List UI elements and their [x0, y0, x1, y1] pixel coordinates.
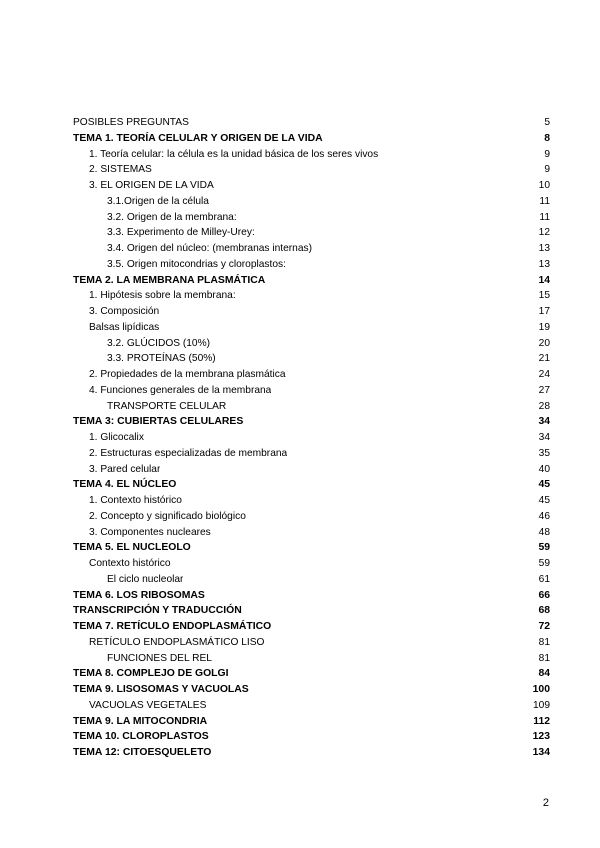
toc-entry-page: 13 — [538, 258, 550, 270]
toc-entry[interactable] — [73, 414, 550, 430]
toc-entry-title: TEMA 1. TEORÍA CELULAR Y ORIGEN DE LA VIDA — [73, 132, 323, 144]
toc-entry[interactable] — [73, 430, 550, 446]
toc-entry[interactable] — [73, 588, 550, 604]
toc-entry-title: TEMA 3: CUBIERTAS CELULARES — [73, 416, 244, 428]
toc-entry[interactable] — [73, 288, 550, 304]
toc-entry-title: TEMA 9. LISOSOMAS Y VACUOLAS — [73, 684, 249, 695]
toc-entry[interactable] — [73, 462, 550, 478]
toc-entry-title: RETÍCULO ENDOPLASMÁTICO LISO — [89, 636, 265, 648]
toc-entry[interactable] — [73, 493, 550, 509]
toc-entry[interactable] — [73, 162, 550, 178]
toc-entry-page: 59 — [538, 558, 550, 569]
toc-entry[interactable] — [73, 556, 550, 572]
toc-entry-page: 17 — [538, 306, 550, 317]
toc-entry-title: 1. Hipótesis sobre la membrana: — [89, 290, 236, 302]
toc-entry[interactable] — [73, 257, 550, 273]
toc-entry-title: 1. Teoría celular: la célula es la unidad básica de los seres vivos — [89, 148, 379, 160]
toc-entry-title: TEMA 6. LOS RIBOSOMAS — [73, 589, 205, 601]
toc-entry-page: 81 — [538, 636, 550, 648]
toc-entry[interactable] — [73, 194, 550, 210]
toc-entry[interactable] — [73, 666, 550, 682]
toc-entry-page: 24 — [538, 369, 550, 380]
toc-entry[interactable] — [73, 540, 550, 556]
toc-entry-page: 14 — [538, 274, 550, 286]
toc-entry-page: 21 — [538, 353, 550, 365]
toc-entry-page: 66 — [538, 589, 550, 601]
toc-entry-page: 45 — [538, 479, 550, 491]
toc-entry-page: 61 — [538, 573, 550, 585]
toc-entry[interactable] — [73, 651, 550, 667]
toc-entry-title: 2. Estructuras especializadas de membrana — [89, 447, 288, 459]
toc-entry[interactable] — [73, 729, 550, 745]
toc-entry-title: 2. Propiedades de la membrana plasmática — [89, 369, 286, 380]
toc-entry-title: 2. SISTEMAS — [89, 164, 152, 176]
toc-entry-title: TEMA 12: CITOESQUELETO — [73, 747, 212, 758]
toc-entry[interactable] — [73, 210, 550, 226]
toc-entry-title: TEMA 8. COMPLEJO DE GOLGI — [73, 668, 229, 680]
toc-entry[interactable] — [73, 477, 550, 493]
toc-entry-title: 3.3. Experimento de Milley-Urey: — [107, 227, 255, 239]
toc-entry-page: 13 — [538, 243, 550, 254]
toc-entry[interactable] — [73, 304, 550, 320]
toc-entry-page: 45 — [538, 495, 550, 506]
toc-entry-page: 35 — [538, 447, 550, 459]
toc-entry[interactable] — [73, 367, 550, 383]
toc-entry-page: 5 — [544, 117, 550, 128]
toc-entry-page: 134 — [532, 747, 550, 758]
toc-entry[interactable] — [73, 714, 550, 730]
toc-entry[interactable] — [73, 273, 550, 289]
toc-entry-page: 109 — [533, 699, 550, 711]
toc-entry[interactable] — [73, 682, 550, 698]
toc-entry[interactable] — [73, 383, 550, 399]
toc-entry[interactable] — [73, 320, 550, 336]
toc-entry-title: Contexto histórico — [89, 558, 171, 569]
toc-entry-title: 2. Concepto y significado biológico — [89, 510, 246, 522]
toc-entry-page: 9 — [544, 164, 550, 176]
toc-entry[interactable] — [73, 619, 550, 635]
table-of-contents — [73, 115, 550, 761]
toc-entry-page: 112 — [533, 715, 550, 727]
toc-entry[interactable] — [73, 509, 550, 525]
toc-entry-page: 28 — [538, 400, 550, 412]
toc-entry-title: TEMA 9. LA MITOCONDRIA — [73, 715, 208, 727]
toc-entry[interactable] — [73, 446, 550, 462]
toc-entry-page: 72 — [538, 621, 550, 632]
toc-entry-page: 68 — [538, 605, 550, 617]
toc-entry-page: 59 — [538, 542, 550, 554]
page-number: 2 — [542, 797, 549, 809]
toc-entry-title: TEMA 7. RETÍCULO ENDOPLASMÁTICO — [73, 621, 272, 632]
toc-entry[interactable] — [73, 399, 550, 415]
toc-entry-title: El ciclo nucleolar — [107, 573, 184, 585]
toc-entry-page: 84 — [538, 668, 550, 680]
toc-entry-title: 3.3. PROTEÍNAS (50%) — [107, 353, 216, 365]
toc-entry-page: 9 — [544, 148, 550, 160]
toc-entry[interactable] — [73, 225, 550, 241]
toc-entry[interactable] — [73, 572, 550, 588]
toc-entry-page: 10 — [538, 180, 550, 191]
toc-entry-page: 48 — [538, 526, 550, 538]
toc-entry-title: 3.5. Origen mitocondrias y cloroplastos: — [107, 258, 286, 270]
toc-entry-page: 19 — [538, 321, 550, 333]
toc-entry-title: POSIBLES PREGUNTAS — [73, 117, 189, 128]
toc-entry-title: FUNCIONES DEL REL — [107, 652, 212, 664]
toc-entry-title: 3.2. GLÚCIDOS (10%) — [107, 337, 211, 349]
toc-entry-page: 20 — [538, 337, 550, 349]
toc-entry-title: 3. EL ORIGEN DE LA VIDA — [89, 180, 214, 191]
toc-entry[interactable] — [73, 745, 550, 761]
toc-entry[interactable] — [73, 241, 550, 257]
toc-entry-page: 12 — [538, 227, 550, 239]
toc-entry-page: 81 — [538, 652, 550, 664]
toc-entry[interactable] — [73, 115, 550, 131]
toc-entry-title: 3. Composición — [89, 306, 160, 317]
toc-entry-title: TEMA 10. CLOROPLASTOS — [73, 731, 209, 743]
toc-entry-title: TRANSPORTE CELULAR — [107, 400, 227, 412]
toc-entry-title: 3.4. Origen del núcleo: (membranas internas) — [107, 243, 312, 254]
toc-entry-page: 11 — [539, 211, 550, 223]
toc-entry-title: TEMA 4. EL NÚCLEO — [73, 479, 177, 491]
toc-entry-title: TRANSCRIPCIÓN Y TRADUCCIÓN — [73, 605, 242, 617]
toc-entry[interactable] — [73, 178, 550, 194]
toc-entry-page: 34 — [538, 416, 550, 428]
toc-entry[interactable] — [73, 336, 550, 352]
toc-entry[interactable] — [73, 351, 550, 367]
toc-entry-page: 11 — [539, 195, 550, 207]
toc-entry-title: 3. Componentes nucleares — [89, 526, 211, 538]
toc-entry-page: 8 — [544, 132, 550, 144]
toc-entry-title: VACUOLAS VEGETALES — [89, 699, 207, 711]
toc-entry[interactable] — [73, 147, 550, 163]
toc-entry-page: 100 — [532, 684, 550, 695]
toc-entry[interactable] — [73, 603, 550, 619]
toc-entry-title: 1. Glicocalix — [89, 432, 144, 443]
toc-entry-page: 27 — [538, 384, 550, 396]
toc-entry-page: 46 — [538, 510, 550, 522]
toc-entry[interactable] — [73, 131, 550, 147]
toc-entry-page: 15 — [538, 290, 550, 302]
toc-entry-title: 3.2. Origen de la membrana: — [107, 211, 237, 223]
toc-entry[interactable] — [73, 635, 550, 651]
toc-entry-title: TEMA 2. LA MEMBRANA PLASMÁTICA — [73, 274, 266, 286]
toc-entry-title: 3. Pared celular — [89, 463, 161, 475]
toc-entry-page: 123 — [532, 731, 550, 743]
toc-entry-title: 1. Contexto histórico — [89, 495, 182, 506]
toc-entry-title: 3.1.Origen de la célula — [107, 195, 209, 207]
toc-entry-title: TEMA 5. EL NUCLEOLO — [73, 542, 191, 554]
toc-entry-title: 4. Funciones generales de la membrana — [89, 384, 272, 396]
toc-entry[interactable] — [73, 698, 550, 714]
toc-entry-page: 34 — [538, 432, 550, 443]
toc-entry-title: Balsas lipídicas — [89, 321, 160, 333]
toc-entry-page: 40 — [538, 463, 550, 475]
toc-entry[interactable] — [73, 525, 550, 541]
